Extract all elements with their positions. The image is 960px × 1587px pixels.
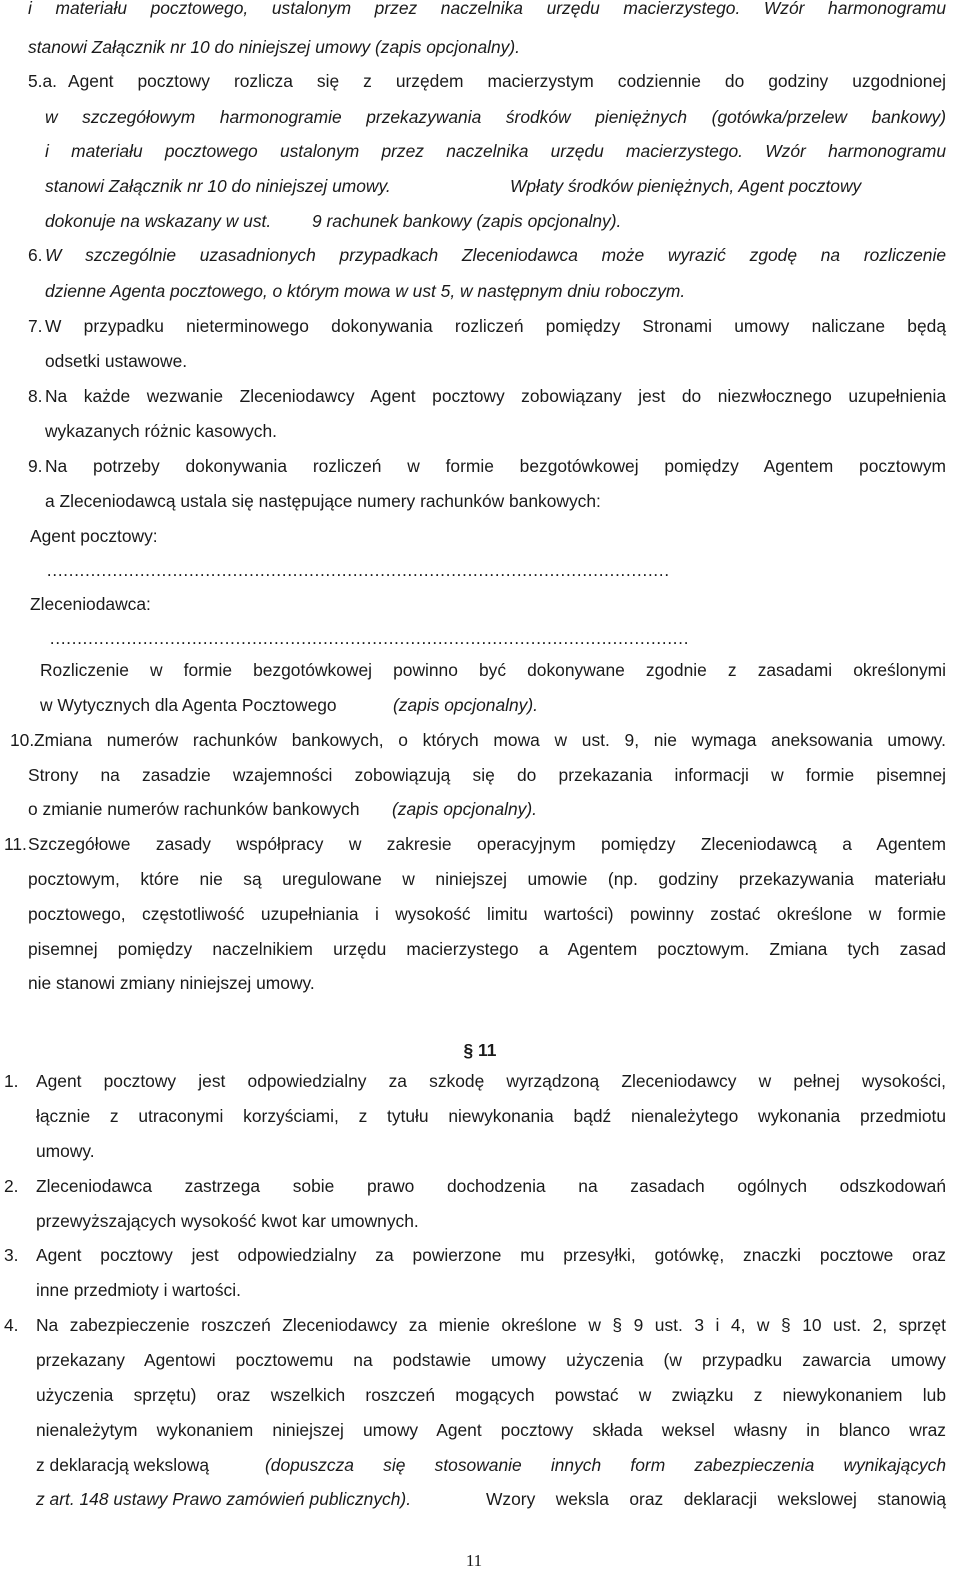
zleceniodawca-account-dots: ……………………………………………………………………………………………………… [49,628,689,648]
section-11-item-number-4: 4. [4,1315,19,1335]
zleceniodawca-account-label: Zleceniodawca: [30,594,151,614]
paragraph-9-line-3: Rozliczenie w formie bezgotówkowej powinno być dokonywane zgodnie z zasadami określonymi [40,660,946,680]
section-11-item-1-line-3: umowy. [36,1141,95,1161]
section-11-item-3-line-1: Agent pocztowy jest odpowiedzialny za powierzone mu przesyłki, gotówkę, znaczki pocztowe oraz [36,1245,946,1265]
paragraph-number-10: 10. [10,730,35,750]
paragraph-8-line-2: wykazanych różnic kasowych. [45,421,277,441]
paragraph-number-8: 8. [28,386,43,406]
paragraph-5a-line-4a: stanowi Załącznik nr 10 do niniejszej umowy. [45,176,391,196]
paragraph-10-line-2: Strony na zasadzie wzajemności zobowiązują się do przekazania informacji w formie pisemnej [28,765,946,785]
paragraph-10-line-3a: o zmianie numerów rachunków bankowych [28,799,360,819]
section-11-item-4-line-3: użyczenia sprzętu) oraz wszelkich roszczeń mogących powstać w związku z niewykonaniem lub [36,1385,946,1405]
section-11-item-number-3: 3. [4,1245,19,1265]
paragraph-5a-line-3: i materiału pocztowego ustalonym przez naczelnika urzędu macierzystego. Wzór harmonogramu [45,141,946,161]
section-11-item-4-line-1: Na zabezpieczenie roszczeń Zleceniodawcy za mienie określone w § 9 ust. 3 i 4, w § 10 ust. 2, sprzęt [36,1315,946,1335]
paragraph-6-line-2: dzienne Agenta pocztowego, o którym mowa w ust 5, w następnym dniu roboczym. [45,281,686,301]
paragraph-5a-line-5b: 9 rachunek bankowy (zapis opcjonalny). [312,211,622,231]
paragraph-6-line-1: W szczególnie uzasadnionych przypadkach Zleceniodawca może wyrazić zgodę na rozliczenie [45,245,946,265]
top-fragment-line-2: stanowi Załącznik nr 10 do niniejszej umowy (zapis opcjonalny). [28,37,520,57]
section-11-item-4-line-5b: (dopuszcza się stosowanie innych form zabezpieczenia wynikających [265,1455,946,1475]
section-11-item-2-line-1: Zleceniodawca zastrzega sobie prawo dochodzenia na zasadach ogólnych odszkodowań [36,1176,946,1196]
top-fragment-line-1: i materiału pocztowego, ustalonym przez naczelnika urzędu macierzystego. Wzór harmonogramu [28,0,946,18]
section-11-item-4-line-6b: Wzory weksla oraz deklaracji wekslowej stanowią [486,1489,946,1509]
section-11-item-4-line-4: nienależytym wykonaniem niniejszej umowy Agent pocztowy składa weksel własny in blanco wraz [36,1420,946,1440]
agent-account-dots: …………………………………………………………………………………………………… [46,560,669,580]
paragraph-5a-line-1: Agent pocztowy rozlicza się z urzędem macierzystym codziennie do godziny uzgodnionej [68,71,946,91]
paragraph-11-line-5: nie stanowi zmiany niniejszej umowy. [28,973,315,993]
paragraph-number-9: 9. [28,456,43,476]
section-11-item-1-line-1: Agent pocztowy jest odpowiedzialny za szkodę wyrządzoną Zleceniodawcy w pełnej wysokości, [36,1071,946,1091]
paragraph-10-line-1: Zmiana numerów rachunków bankowych, o których mowa w ust. 9, nie wymaga aneksowania umowy. [34,730,946,750]
section-11-item-2-line-2: przewyższających wysokość kwot kar umownych. [36,1211,419,1231]
paragraph-11-line-1: Szczegółowe zasady współpracy w zakresie operacyjnym pomiędzy Zleceniodawcą a Agentem [28,834,946,854]
paragraph-8-line-1: Na każde wezwanie Zleceniodawcy Agent pocztowy zobowiązany jest do niezwłocznego uzupełnienia [45,386,946,406]
section-11-item-number-1: 1. [4,1071,19,1091]
section-11-item-4-line-6a: z art. 148 ustawy Prawo zamówień publicznych). [36,1489,412,1509]
paragraph-9-line-4b: (zapis opcjonalny). [393,695,538,715]
paragraph-number-7: 7. [28,316,43,336]
paragraph-5a-line-2: w szczegółowym harmonogramie przekazywania środków pieniężnych (gotówka/przelew bankowy) [45,107,946,127]
paragraph-9-line-2: a Zleceniodawcą ustala się następujące numery rachunków bankowych: [45,491,601,511]
paragraph-number-6: 6. [28,245,43,265]
section-11-item-number-2: 2. [4,1176,19,1196]
paragraph-number-5a: 5.a. [28,71,58,91]
paragraph-10-line-3b: (zapis opcjonalny). [392,799,537,819]
paragraph-9-line-4a: w Wytycznych dla Agenta Pocztowego [40,695,337,715]
paragraph-5a-line-5a: dokonuje na wskazany w ust. [45,211,272,231]
paragraph-9-line-1: Na potrzeby dokonywania rozliczeń w formie bezgotówkowej pomiędzy Agentem pocztowym [45,456,946,476]
section-heading: § 11 [463,1040,497,1060]
section-11-item-1-line-2: łącznie z utraconymi korzyściami, z tytułu niewykonania bądź nienależytego wykonania przedmiotu [36,1106,946,1126]
agent-account-label: Agent pocztowy: [30,526,158,546]
paragraph-7-line-2: odsetki ustawowe. [45,351,188,371]
section-11-item-3-line-2: inne przedmioty i wartości. [36,1280,241,1300]
paragraph-7-line-1: W przypadku nieterminowego dokonywania rozliczeń pomiędzy Stronami umowy naliczane będą [45,316,946,336]
paragraph-11-line-2: pocztowym, które nie są uregulowane w niniejszej umowie (np. godziny przekazywania materiału [28,869,946,889]
paragraph-number-11: 11. [4,834,27,854]
section-11-item-4-line-2: przekazany Agentowi pocztowemu na podstawie umowy użyczenia (w przypadku zawarcia umowy [36,1350,946,1370]
paragraph-11-line-4: pisemnej pomiędzy naczelnikiem urzędu macierzystego a Agentem pocztowym. Zmiana tych zasad [28,939,946,959]
paragraph-5a-line-4b: Wpłaty środków pieniężnych, Agent pocztowy [510,176,862,196]
paragraph-11-line-3: pocztowego, częstotliwość uzupełniania i wysokość limitu wartości) powinny zostać określone w formie [28,904,946,924]
page-number: 11 [465,1551,483,1570]
section-11-item-4-line-5a: z deklaracją wekslową [36,1455,210,1475]
